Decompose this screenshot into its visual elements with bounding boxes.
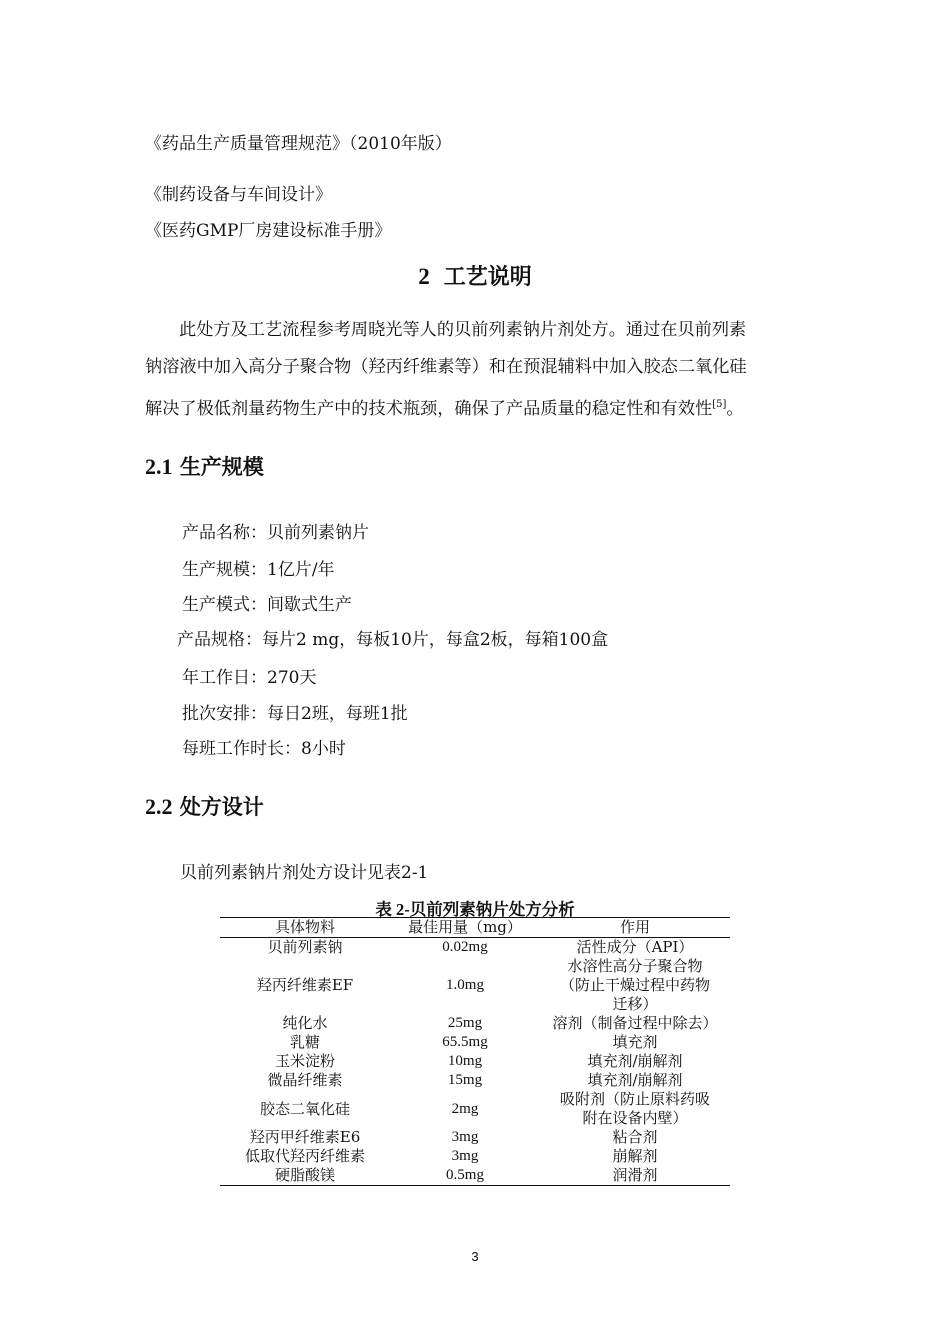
table-row [220, 1014, 730, 1033]
table-row [220, 957, 730, 1014]
table-row [220, 1166, 730, 1186]
spec-production-mode: 生产模式：间歇式生产 [182, 595, 352, 615]
spec-batch-schedule: 批次安排：每日2班，每班1批 [182, 704, 408, 724]
cell-amount: 3mg [451, 1129, 479, 1145]
table-caption: 表 2-贝前列素钠片处方分析 [375, 900, 575, 919]
section-2-heading [0, 260, 950, 291]
section-2-2-heading: 2.2 处方设计 [145, 794, 264, 819]
spec-product-name: 产品名称：贝前列素钠片 [182, 523, 369, 543]
cell-role [540, 1033, 730, 1052]
cell-material: 羟丙甲纤维素E6 [249, 1128, 361, 1146]
spec-working-days: 年工作日：270天 [182, 668, 317, 688]
cell-role [540, 1052, 730, 1071]
cell-role [540, 1166, 730, 1186]
header-material: 具体物料 [274, 918, 335, 936]
cell-amount: 3mg [451, 1148, 479, 1164]
cell-role-line: 吸附剂（防止原料药吸 [559, 1090, 710, 1108]
section-2-paragraph [145, 312, 810, 428]
cell-role-line: 填充剂 [612, 1033, 658, 1051]
cell-material: 微晶纤维素 [267, 1071, 343, 1089]
cell-role-line: 水溶性高分子聚合物 [567, 957, 703, 975]
cell-material: 贝前列素钠 [267, 938, 343, 956]
citation-mark[interactable]: [5] [712, 399, 727, 410]
cell-material: 玉米淀粉 [274, 1052, 335, 1070]
paragraph-line: 此处方及工艺流程参考周晓光等人的贝前列素钠片剂处方。通过在贝前列素 [179, 320, 747, 340]
reference-gmp-2010: 《药品生产质量管理规范》（2010年版） [145, 134, 452, 154]
spec-production-scale: 生产规模：1亿片/年 [182, 560, 335, 580]
table-row [220, 1147, 730, 1166]
cell-role-line: 附在设备内壁） [582, 1109, 688, 1127]
cell-role-line: 粘合剂 [612, 1128, 658, 1146]
cell-amount: 15mg [447, 1072, 483, 1088]
cell-role-line: 填充剂/崩解剂 [587, 1052, 683, 1070]
section-2-title: 工艺说明 [443, 265, 532, 290]
section-2-number: 2 [418, 264, 430, 289]
cell-role [540, 1147, 730, 1166]
spec-product-specification: 产品规格：每片2 mg，每板10片，每盒2板，每箱100盒 [177, 630, 609, 650]
cell-material: 硬脂酸镁 [274, 1166, 335, 1184]
table-row [220, 1071, 730, 1090]
table-row [220, 1052, 730, 1071]
cell-role-line: 填充剂/崩解剂 [587, 1071, 683, 1089]
formulation-table [220, 917, 730, 1186]
cell-role [540, 957, 730, 1014]
cell-amount: 0.5mg [446, 1167, 484, 1183]
table-row [220, 1128, 730, 1147]
page-number: 3 [471, 1249, 479, 1264]
cell-role-line: 溶剂（制备过程中除去） [552, 1014, 718, 1032]
header-role: 作用 [619, 918, 650, 936]
table-row [220, 938, 730, 958]
cell-role [540, 938, 730, 958]
cell-role [540, 1090, 730, 1128]
cell-material: 纯化水 [282, 1014, 328, 1032]
reference-pharma-equipment: 《制药设备与车间设计》 [145, 185, 332, 205]
spec-shift-hours: 每班工作时长：8小时 [182, 739, 346, 759]
table-row [220, 1090, 730, 1128]
cell-amount: 1.0mg [446, 977, 484, 993]
cell-amount: 0.02mg [442, 939, 488, 955]
cell-amount: 2mg [451, 1100, 479, 1117]
cell-role [540, 1071, 730, 1090]
cell-role-line: 崩解剂 [612, 1147, 658, 1165]
cell-material: 胶态二氧化硅 [259, 1099, 350, 1118]
cell-role [540, 1128, 730, 1147]
section-2-1-heading: 2.1 生产规模 [145, 454, 264, 479]
cell-amount: 65.5mg [442, 1034, 488, 1050]
cell-role-line: 活性成分（API） [576, 938, 694, 956]
cell-material: 羟丙纤维素EF [256, 976, 354, 994]
cell-role-line: 迁移） [612, 995, 658, 1013]
cell-role-line: 润滑剂 [612, 1166, 658, 1184]
cell-amount: 25mg [447, 1015, 483, 1031]
reference-gmp-plant-manual: 《医药GMP厂房建设标准手册》 [145, 221, 392, 241]
cell-material: 低取代羟丙纤维素 [244, 1147, 365, 1165]
cell-role-line: （防止干燥过程中药物 [559, 976, 710, 994]
cell-role [540, 1014, 730, 1033]
paragraph-line-last: 解决了极低剂量药物生产中的技术瓶颈，确保了产品质量的稳定性和有效性[5]。 [145, 399, 744, 419]
header-amount: 最佳用量（mg） [408, 918, 522, 936]
table-header-row [220, 918, 730, 938]
section-2-2-intro: 贝前列素钠片剂处方设计见表2-1 [180, 863, 429, 883]
table-row [220, 1033, 730, 1052]
paragraph-line: 钠溶液中加入高分子聚合物（羟丙纤维素等）和在预混辅料中加入胶态二氧化硅 [145, 357, 747, 377]
cell-material: 乳糖 [289, 1033, 320, 1051]
cell-amount: 10mg [447, 1053, 483, 1069]
